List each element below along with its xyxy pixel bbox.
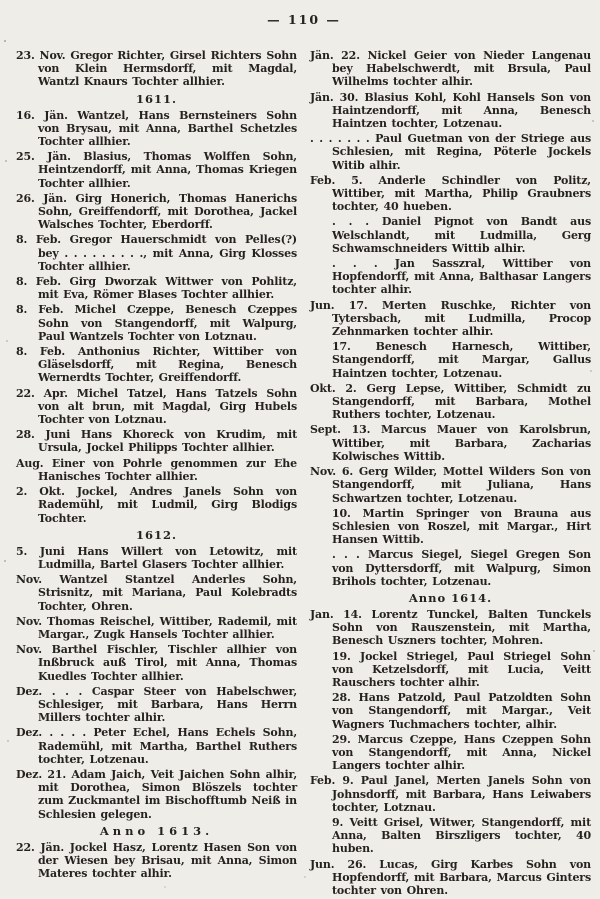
marriage-entry: 9. Veitt Grisel, Witwer, Stangendorff, mit Anna, Balten Birszligers tochter, 40 huben. [332, 815, 591, 856]
marriage-entry: Jän. 22. Nickel Geier von Nieder Langenau bey Habelschwerdt, mit Brsula, Paul Wilhelms tochter alhir. [310, 49, 591, 89]
marriage-entry: Feb. 9. Paul Janel, Merten Janels Sohn von Johnsdorff, mit Barbara, Hans Leiwabers tochter, Lotznau. [310, 774, 591, 814]
left-column [16, 49, 297, 899]
marriage-entry: 26. Jän. Girg Honerich, Thomas Hanerichs Sohn, Greiffendorff, mit Dorothea, Jackel Walsches Tochter, Eberdorff. [16, 191, 297, 232]
marriage-entry: 5. Juni Hans Willert von Letowitz, mit Ludmilla, Bartel Glasers Tochter allhier. [16, 544, 297, 571]
marriage-entry: 10. Martin Springer von Brauna aus Schlesien von Roszel, mit Margar., Hirt Hansen Wittib. [332, 506, 591, 547]
two-column-layout [16, 49, 592, 899]
year-heading: 1611. [135, 91, 177, 106]
page-number: — 110 — [267, 12, 341, 27]
marriage-entry: Jan. 14. Lorentz Tunckel, Balten Tunckels Sohn von Rauszenstein, mit Martha, Benesch Uszners tochter, Mohren. [310, 607, 591, 648]
marriage-entry: 17. Benesch Harnesch, Wittiber, Stangendorff, mit Margar, Gallus Haintzen tochter, Lotzenau. [332, 340, 591, 380]
marriage-entry: 28. Juni Hans Khoreck von Krudim, mit Ursula, Jockel Philipps Tochter allhier. [16, 428, 297, 455]
marriage-entry: . . . Daniel Pignot von Bandt aus Welschlandt, mit Ludmilla, Gerg Schwamschneiders Wittib alhir. [332, 215, 591, 255]
marriage-entry: Sept. 13. Marcus Mauer von Karolsbrun, Wittiber, mit Barbara, Zacharias Kolwisches Wittib. [310, 423, 591, 463]
year-heading: Anno 1614. [408, 590, 493, 605]
marriage-entry: 28. Hans Patzold, Paul Patzoldten Sohn von Stangendorff, mit Margar., Veit Wagners Tuchmachers tochter, alhir. [332, 691, 591, 731]
marriage-entry: 22. Jän. Jockel Hasz, Lorentz Hasen Son von der Wiesen bey Brisau, mit Anna, Simon Materes tochter alhir. [16, 840, 297, 881]
marriage-entry: 16. Jän. Wantzel, Hans Bernsteiners Sohn von Brysau, mit Anna, Barthel Schetzles Tochter allhier. [16, 108, 297, 149]
scan-noise-specks [4, 40, 6, 42]
marriage-entry: 25. Jän. Blasius, Thomas Wolffen Sohn, Heintzendorff, mit Anna, Thomas Kriegen Tochter allhier. [16, 150, 297, 190]
year-heading: 1612. [135, 527, 177, 542]
marriage-entry: Aug. Einer von Pohrle genommen zur Ehe Hanisches Tochter allhier. [16, 456, 297, 483]
marriage-entry: 23. Nov. Gregor Richter, Girsel Richters Sohn von Klein Hermsdorff, mit Magdal, Wantzl Knaurs Tochter allhier. [16, 49, 297, 89]
marriage-entry: 8. Feb. Gregor Hauerschmidt von Pelles(?) bey . . . . . . . . ., mit Anna, Girg Klosses Tochter allhier. [16, 233, 297, 273]
marriage-entry: Nov. 6. Gerg Wilder, Mottel Wilders Son von Stangendorff, mit Juliana, Hans Schwartzen tochter, Lotzenau. [310, 465, 591, 505]
marriage-entry: Okt. 2. Gerg Lepse, Wittiber, Schmidt zu Stangendorff, mit Barbara, Mothel Ruthers tochter, Lotzenau. [310, 381, 591, 422]
marriage-entry: . . . Jan Sasszral, Wittiber von Hopfendorff, mit Anna, Balthasar Langers tochter alhir. [332, 257, 591, 297]
year-heading: Anno 1613. [99, 823, 214, 838]
marriage-entry: 19. Jockel Striegel, Paul Striegel Sohn von Ketzelsdorff, mit Lucia, Veitt Rauschers tochter alhir. [332, 649, 591, 689]
marriage-entry: Nov. Thomas Reischel, Wittiber, Rademil, mit Margar., Zugk Hansels Tochter allhier. [16, 614, 297, 641]
marriage-entry: Jun. 17. Merten Ruschke, Richter von Tytersbach, mit Ludmilla, Procop Zehnmarken tochter alhir. [310, 298, 591, 339]
marriage-entry: Dez. . . . Caspar Steer von Habelschwer, Schlesiger, mit Barbara, Hans Herrn Millers tochter alhir. [16, 684, 297, 725]
marriage-entry: 22. Apr. Michel Tatzel, Hans Tatzels Sohn von alt brun, mit Magdal, Girg Hubels Tochter von Lotznau. [16, 386, 297, 427]
marriage-entry: Nov. Wantzel Stantzel Anderles Sohn, Strisnitz, mit Mariana, Paul Kolebradts Tochter, Ohren. [16, 573, 297, 613]
marriage-entry: 2. Okt. Jockel, Andres Janels Sohn von Rademühl, mit Ludmil, Girg Blodigs Tochter. [16, 485, 297, 525]
marriage-entry: 29. Marcus Czeppe, Hans Czeppen Sohn von Stangendorff, mit Anna, Nickel Langers tochter alhir. [332, 732, 591, 773]
marriage-entry: . . . . . . . Paul Guetman von der Striege aus Schlesien, mit Regina, Pöterle Jockels Witib alhir. [310, 132, 591, 172]
marriage-entry: 8. Feb. Anthonius Richter, Wittiber von Gläselsdorff, mit Regina, Benesch Wernerdts Tochter, Greiffendorff. [16, 345, 297, 385]
marriage-entry: Jun. 26. Lucas, Girg Karbes Sohn von Hopfendorff, mit Barbara, Marcus Ginters tochter von Ohren. [310, 857, 591, 897]
marriage-entry: . . . Marcus Siegel, Siegel Gregen Son von Dyttersdorff, mit Walpurg, Simon Brihols tochter, Lotzenau. [332, 548, 591, 588]
right-column [310, 49, 591, 899]
marriage-entry: Jän. 30. Blasius Kohl, Kohl Hansels Son von Haintzendorff, mit Anna, Benesch Haintzen tochter, Lotzenau. [310, 90, 591, 131]
marriage-entry: Dez. 21. Adam Jaich, Veit Jaichen Sohn alhir, mit Dorothea, Simon Blöszels tochter zum Zuckmantel im Bischofftumb Neiß in Schlesien gelegen. [16, 767, 297, 821]
marriage-entry: 8. Feb. Michel Czeppe, Benesch Czeppes Sohn von Stangendorff, mit Walpurg, Paul Wantzels Tochter von Lotznau. [16, 303, 297, 343]
marriage-entry: Dez. . . . . Peter Echel, Hans Echels Sohn, Rademühl, mit Martha, Barthel Ruthers tochter, Lotzenau. [16, 726, 297, 766]
marriage-entry: Feb. 5. Anderle Schindler von Politz, Wittiber, mit Martha, Philip Graubners tochter, 40 hueben. [310, 173, 591, 214]
marriage-entry: Nov. Barthel Fischler, Tischler allhier von Inßbruck auß Tirol, mit Anna, Thomas Kuedles Tochter allhier. [16, 643, 297, 683]
marriage-entry: 8. Feb. Girg Dworzak Wittwer von Pohlitz, mit Eva, Römer Blases Tochter allhier. [16, 275, 297, 302]
